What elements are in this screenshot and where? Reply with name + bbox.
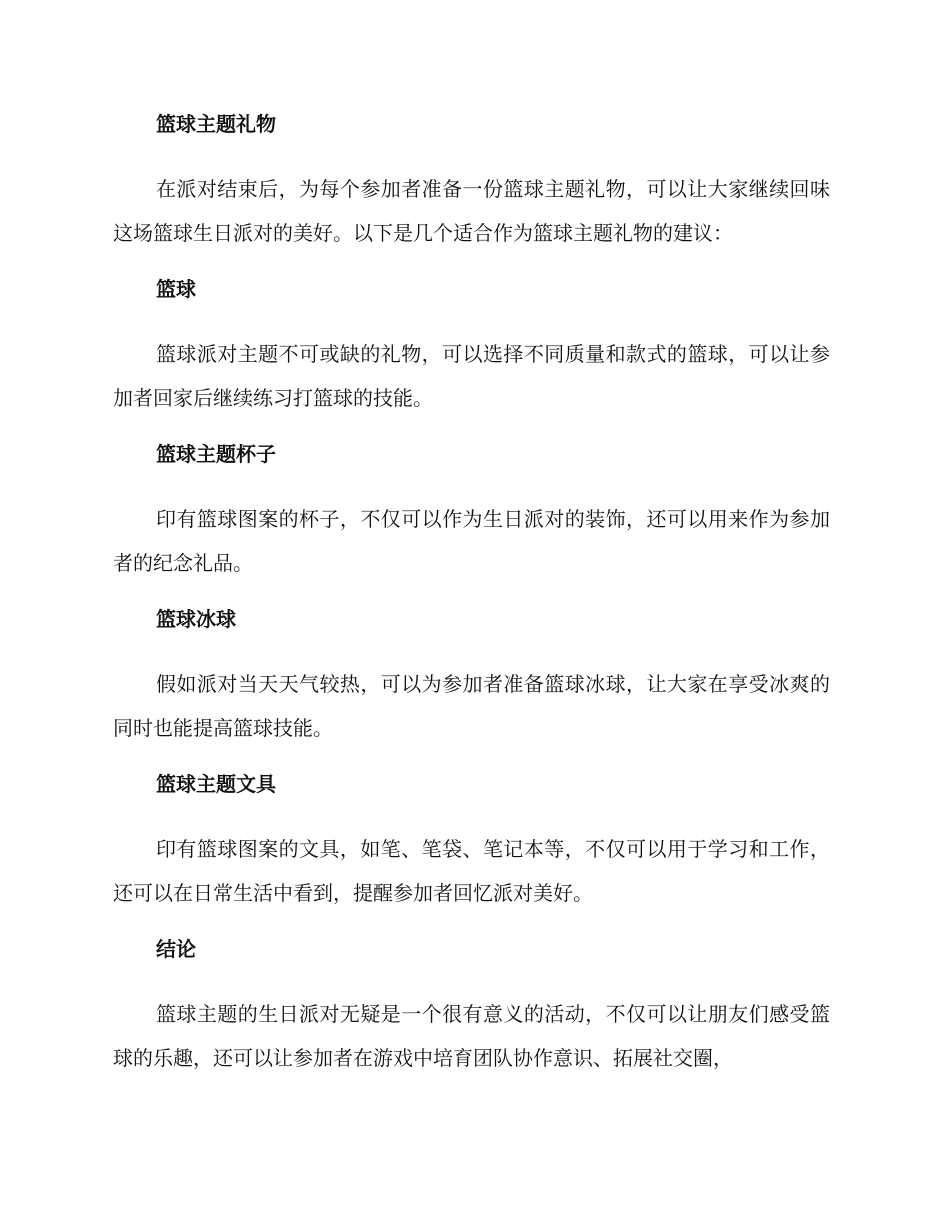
section-conclusion: [113, 935, 830, 1080]
section-heading: 篮球主题礼物: [156, 112, 276, 136]
section-heading: 篮球主题杯子: [156, 442, 276, 466]
section-heading: 结论: [156, 937, 196, 961]
section-gifts: [113, 110, 830, 255]
section-ice-ball: [113, 605, 830, 750]
section-heading: 篮球冰球: [156, 607, 236, 631]
section-paragraph: 篮球派对主题不可或缺的礼物，可以选择不同质量和款式的篮球，可以让参加者回家后继续练习打篮球的技能。: [113, 342, 830, 410]
section-basketball: [113, 275, 830, 420]
section-heading: 篮球: [156, 277, 196, 301]
section-heading: 篮球主题文具: [156, 772, 276, 796]
section-paragraph: 在派对结束后，为每个参加者准备一份篮球主题礼物，可以让大家继续回味这场篮球生日派对的美好。以下是几个适合作为篮球主题礼物的建议：: [113, 177, 830, 245]
section-stationery: [113, 770, 830, 915]
section-paragraph: 假如派对当天天气较热，可以为参加者准备篮球冰球，让大家在享受冰爽的同时也能提高篮球技能。: [113, 672, 830, 740]
section-paragraph: 印有篮球图案的杯子，不仅可以作为生日派对的装饰，还可以用来作为参加者的纪念礼品。: [113, 507, 830, 575]
section-paragraph: 篮球主题的生日派对无疑是一个很有意义的活动，不仅可以让朋友们感受篮球的乐趣，还可以让参加者在游戏中培育团队协作意识、拓展社交圈，: [113, 1002, 830, 1070]
section-cups: [113, 440, 830, 585]
section-paragraph: 印有篮球图案的文具，如笔、笔袋、笔记本等，不仅可以用于学习和工作，还可以在日常生活中看到，提醒参加者回忆派对美好。: [113, 837, 830, 905]
